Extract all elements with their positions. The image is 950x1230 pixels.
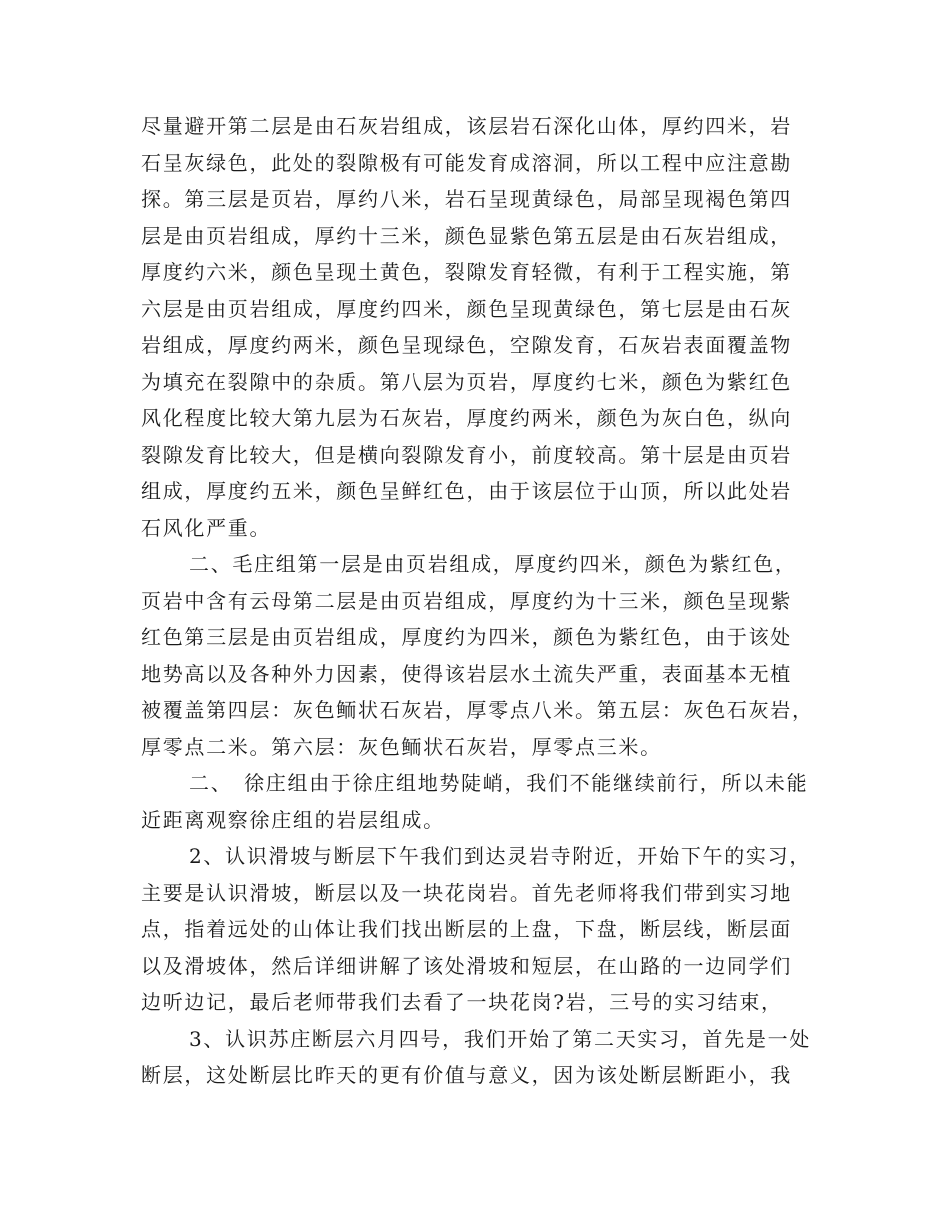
text-line: 点，指着远处的山体让我们找出断层的上盘，下盘，断层线，断层面 bbox=[141, 917, 792, 941]
text-line: 探。第三层是页岩，厚约八米，岩石呈现黄绿色，局部呈现褐色第四 bbox=[141, 187, 792, 211]
text-line: 地势高以及各种外力因素，使得该岩层水土流失严重，表面基本无植 bbox=[141, 661, 792, 686]
text-line: 为填充在裂隙中的杂质。第八层为页岩，厚度约七米，颜色为紫红色 bbox=[141, 369, 792, 394]
paragraph-maozhuang-formation bbox=[141, 546, 813, 765]
text-line: 红色第三层是由页岩组成，厚度约为四米，颜色为紫红色，由于该处 bbox=[141, 625, 792, 649]
text-line: 层是由页岩组成，厚约十三米，颜色显紫色第五层是由石灰岩组成， bbox=[141, 223, 792, 248]
paragraph-strata-continued bbox=[141, 108, 813, 546]
text-line: 尽量避开第二层是由石灰岩组成，该层岩石深化山体，厚约四米，岩 bbox=[141, 114, 792, 138]
text-line: 岩组成，厚度约两米，颜色呈现绿色，空隙发育，石灰岩表面覆盖物 bbox=[141, 333, 792, 357]
text-line: 主要是认识滑坡，断层以及一块花岗岩。首先老师将我们带到实习地 bbox=[141, 880, 792, 905]
text-line: 3、认识苏庄断层六月四号，我们开始了第二天实习，首先是一处 bbox=[189, 1026, 812, 1051]
text-line: 近距离观察徐庄组的岩层组成。 bbox=[141, 807, 445, 832]
document-body bbox=[141, 108, 813, 1094]
text-line: 厚度约六米，颜色呈现土黄色，裂隙发育轻微，有利于工程实施，第 bbox=[141, 260, 792, 284]
text-line: 断层，这处断层比昨天的更有价值与意义，因为该处断层断距小，我 bbox=[141, 1063, 792, 1087]
text-line: 风化程度比较大第九层为石灰岩，厚度约两米，颜色为灰白色，纵向 bbox=[141, 406, 792, 430]
text-line: 组成，厚度约五米，颜色呈鲜红色，由于该层位于山顶，所以此处岩 bbox=[141, 479, 792, 503]
text-line: 二、毛庄组第一层是由页岩组成，厚度约四米，颜色为紫红色， bbox=[189, 552, 797, 576]
text-line: 2、认识滑坡与断层下午我们到达灵岩寺附近，开始下午的实习， bbox=[189, 844, 812, 868]
paragraph-suzhuang-fault bbox=[141, 1021, 813, 1094]
text-line: 以及滑坡体，然后详细讲解了该处滑坡和短层，在山路的一边同学们 bbox=[141, 953, 792, 978]
text-line: 被覆盖第四层：灰色鲕状石灰岩，厚零点八米。第五层：灰色石灰岩， bbox=[141, 698, 814, 722]
text-line: 厚零点二米。第六层：灰色鲕状石灰岩，厚零点三米。 bbox=[141, 734, 662, 759]
text-line: 页岩中含有云母第二层是由页岩组成，厚度约为十三米，颜色呈现紫 bbox=[141, 588, 792, 613]
text-line: 边听边记，最后老师带我们去看了一块花岗?岩，三号的实习结束， bbox=[141, 990, 783, 1014]
paragraph-xuzhuang-formation bbox=[141, 765, 813, 838]
text-line: 裂隙发育比较大，但是横向裂隙发育小，前度较高。第十层是由页岩 bbox=[141, 442, 792, 467]
paragraph-landslide-fault bbox=[141, 838, 813, 1021]
text-line: 石呈灰绿色，此处的裂隙极有可能发育成溶洞，所以工程中应注意勘 bbox=[141, 150, 792, 175]
text-line: 二、 徐庄组由于徐庄组地势陡峭，我们不能继续前行，所以未能 bbox=[189, 771, 809, 795]
text-line: 六层是由页岩组成，厚度约四米，颜色呈现黄绿色，第七层是由石灰 bbox=[141, 296, 792, 321]
text-line: 石风化严重。 bbox=[141, 515, 272, 540]
